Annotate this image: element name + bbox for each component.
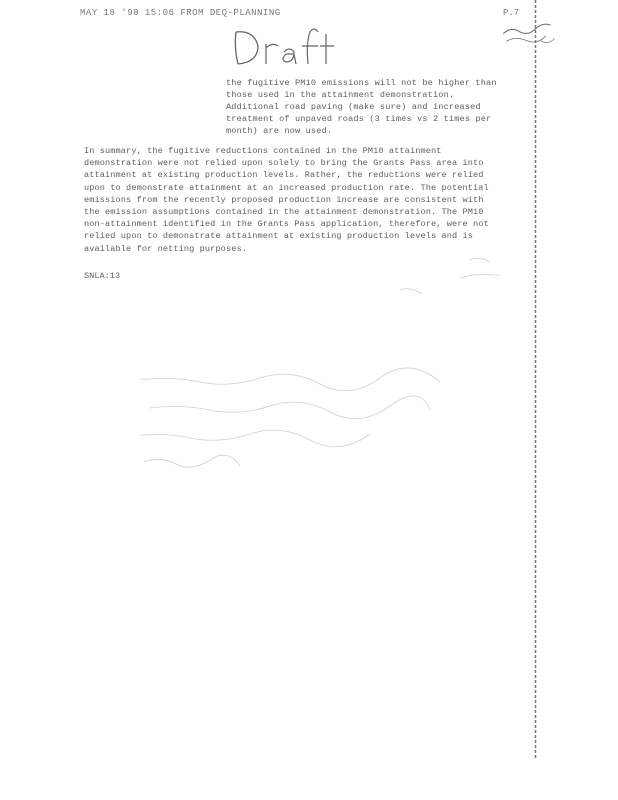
reference-code: SNLA:13 <box>84 271 121 281</box>
bleed-through-marks <box>130 250 530 490</box>
fugitive-emissions-paragraph: the fugitive PM10 emissions will not be higher than those used in the attainment demonstration. Additional road paving (make sure) and increased treatment of unpaved roads (3 times vs 2 times per month) are now used. <box>226 78 497 136</box>
page-edge-line <box>534 0 537 760</box>
handwritten-draft-mark <box>228 22 338 70</box>
page-number: P.7 <box>503 8 520 18</box>
summary-paragraph: In summary, the fugitive reductions contained in the PM10 attainment demonstration were not relied upon solely to bring the Grants Pass area into attainment at existing production levels. Rather, the reductions were relied upon to demonstrate attainment at an increased production rate. The potential emissions from the recently proposed production increase are consistent with the emission assumptions contained in the attainment demonstration. The PM10 non-attainment identified in the Grants Pass application, therefore, were not relied upon to demonstrate attainment at existing production levels and is available for netting purposes. <box>84 146 489 254</box>
fax-header-line: MAY 18 '98 15:06 FROM DEQ-PLANNING <box>80 8 281 18</box>
received-stamp <box>498 18 562 56</box>
